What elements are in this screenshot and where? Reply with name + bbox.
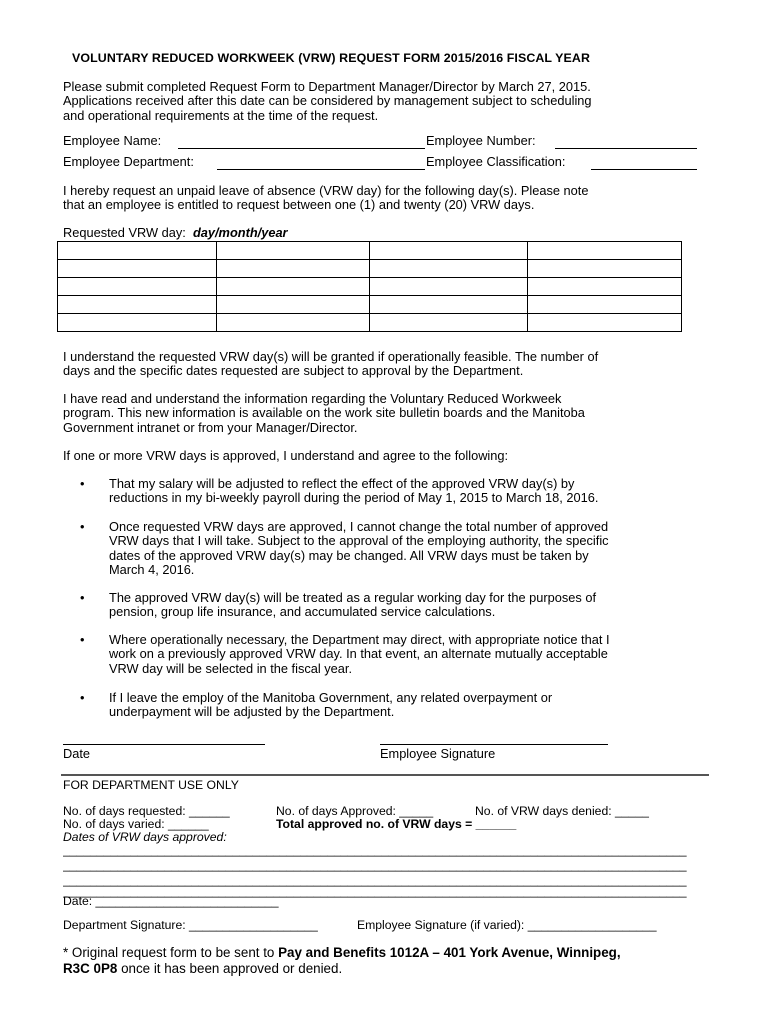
section-divider [61,774,709,776]
date-cell[interactable] [528,278,682,296]
bullet-line: work on a previously approved VRW day. In that event, an alternate mutually acceptable [109,646,608,662]
dates-approved-line[interactable]: ____________________________________________________________________________________________ [63,873,687,887]
table-row [58,278,682,296]
employee-department-field[interactable] [217,169,425,170]
date-cell[interactable] [217,242,370,260]
read-line: Government intranet or from your Manager/Director. [63,419,358,435]
bullet-line: The approved VRW day(s) will be treated as a regular working day for the purposes of [109,590,597,605]
date-label: Date [63,746,91,761]
date-cell[interactable] [528,314,682,332]
bullet-line: pension, group life insurance, and accumulated service calculations. [109,604,496,620]
bullet-line: If I leave the employ of the Manitoba Government, any related overpayment or [109,690,553,705]
days-varied-field[interactable]: No. of days varied: ______ [63,817,209,831]
date-cell[interactable] [370,314,528,332]
employee-number-field[interactable] [555,148,697,149]
date-cell[interactable] [370,242,528,260]
bullet-icon: • [80,590,85,605]
days-approved-field[interactable]: No. of days Approved: _____ [276,804,434,818]
date-cell[interactable] [217,260,370,278]
understand-paragraph [63,350,713,379]
date-cell[interactable] [370,278,528,296]
date-cell[interactable] [58,242,217,260]
bullet-line: VRW days that I will take. Subject to the approval of the employing authority, the specific [109,533,609,549]
intro-line: Please submit completed Request Form to Department Manager/Director by March 27, 2015. [63,79,591,94]
employee-name-label: Employee Name: [63,133,162,148]
department-signature-field[interactable]: Department Signature: ___________________ [63,918,318,932]
intro-paragraph [63,80,713,123]
footer-lead: * Original request form to be sent to [63,945,279,960]
days-requested-field[interactable]: No. of days requested: ______ [63,804,230,818]
dates-approved-label: Dates of VRW days approved: [63,830,227,844]
bullet-icon: • [80,519,85,534]
footer-address: Pay and Benefits 1012A – 401 York Avenue, Winnipeg, [278,945,621,960]
date-cell[interactable] [58,278,217,296]
date-format-hint: day/month/year [192,225,288,240]
date-cell[interactable] [217,314,370,332]
form-title: VOLUNTARY REDUCED WORKWEEK (VRW) REQUEST FORM 2015/2016 FISCAL YEAR [72,51,590,65]
bullet-line: underpayment will be adjusted by the Department. [109,704,395,720]
requested-days-table [57,241,682,332]
read-line: I have read and understand the information regarding the Voluntary Reduced Workweek [63,391,562,406]
bullet-line: That my salary will be adjusted to reflect the effect of the approved VRW day(s) by [109,476,575,491]
request-line: that an employee is entitled to request between one (1) and twenty (20) VRW days. [63,197,535,213]
dates-approved-line[interactable]: ____________________________________________________________________________________________ [63,843,687,857]
understand-line: I understand the requested VRW day(s) will be granted if operationally feasible. The number of [63,349,599,364]
requested-vrw-day [63,226,288,241]
bullet-line: VRW day will be selected in the fiscal year. [109,660,353,676]
department-use-heading: FOR DEPARTMENT USE ONLY [63,778,239,792]
intro-line: Applications received after this date can be considered by management subject to scheduling [63,93,592,109]
bullet-line: reductions in my bi-weekly payroll during the period of May 1, 2015 to March 18, 2016. [109,490,599,506]
understand-line: days and the specific dates requested are subject to approval by the Department. [63,363,524,379]
read-paragraph [63,392,713,435]
bullet-line: dates of the approved VRW day(s) may be changed. All VRW days must be taken by [109,547,589,563]
read-line: program. This new information is available on the work site bulletin boards and the Manitoba [63,405,585,421]
dates-approved-line[interactable]: ____________________________________________________________________________________________ [63,884,687,898]
employee-classification-field[interactable] [591,169,697,170]
date-cell[interactable] [58,314,217,332]
bullet-line: March 4, 2016. [109,561,195,577]
employee-department-label: Employee Department: [63,154,194,169]
total-approved-field[interactable]: Total approved no. of VRW days = ______ [276,817,517,831]
date-cell[interactable] [58,296,217,314]
date-cell[interactable] [528,296,682,314]
date-cell[interactable] [370,296,528,314]
request-line: I hereby request an unpaid leave of absence (VRW day) for the following day(s). Please note [63,183,589,198]
request-paragraph [63,184,713,213]
bullet-icon: • [80,632,85,647]
date-signature-line[interactable] [63,744,265,745]
table-row [58,242,682,260]
bullet-icon: • [80,690,85,705]
date-cell[interactable] [217,296,370,314]
bullet-icon: • [80,476,85,491]
employee-signature-varied-field[interactable]: Employee Signature (if varied): ___________________ [357,918,657,932]
employee-signature-line[interactable] [380,744,608,745]
footer-postal-code: R3C 0P8 [63,961,118,976]
table-row [58,296,682,314]
table-row [58,260,682,278]
bullet-line: Where operationally necessary, the Department may direct, with appropriate notice that I [109,632,610,647]
intro-line: and operational requirements at the time of the request. [63,107,379,123]
employee-classification-label: Employee Classification: [426,154,566,169]
table-row [58,314,682,332]
department-date-field[interactable]: Date: ___________________________ [63,894,279,908]
requested-label: Requested VRW day: [63,225,186,240]
date-cell[interactable] [58,260,217,278]
date-cell[interactable] [370,260,528,278]
date-cell[interactable] [217,278,370,296]
footer-note [63,945,621,977]
days-denied-field[interactable]: No. of VRW days denied: _____ [475,804,649,818]
date-cell[interactable] [528,242,682,260]
date-cell[interactable] [528,260,682,278]
employee-signature-label: Employee Signature [380,746,496,761]
dates-approved-line[interactable]: ____________________________________________________________________________________________ [63,858,687,872]
bullet-line: Once requested VRW days are approved, I cannot change the total number of approved [109,519,609,534]
employee-name-field[interactable] [178,148,425,149]
footer-tail: once it has been approved or denied. [117,961,343,976]
agree-statement: If one or more VRW days is approved, I understand and agree to the following: [63,448,509,463]
employee-number-label: Employee Number: [426,133,536,148]
